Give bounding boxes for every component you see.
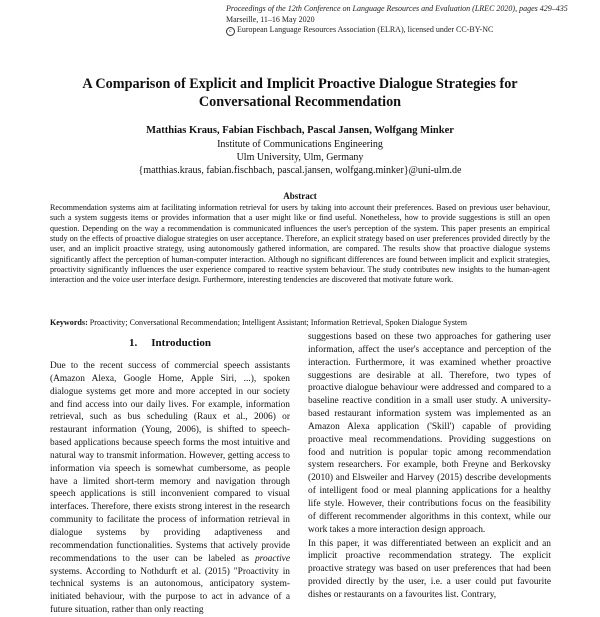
keywords-text: Proactivity; Conversational Recommendation; Intelligent Assistant; Information Retrieval, Spoken Dialogue System — [89, 318, 467, 327]
author-block — [40, 124, 560, 177]
author-university: Ulm University, Ulm, Germany — [236, 152, 364, 163]
abstract-heading: Abstract — [283, 191, 317, 201]
intro-paragraph-right-1: suggestions based on these two approaches for gathering user information, affect the user's acceptance and perception of the interaction. Furthermore, it was examined whether proactive suggestions are desirable at all. Therefore, two types of proactive dialogue behaviour were addressed and compared to a baseline reactive condition in a small user study. A university-based restaurant information system was implemented as an Amazon Alexa application ('Skill') capable of providing proactive meal recommendations. Providing suggestions on food and nutrition is popular topic among recommendation system researchers. For example, both Freyne and Berkovsky (2010) and Elsweiler and Harvey (2015) describe developments of intelligent food or meal planning applications for a healthy life style. However, their contributions focus on the feasibility of different recommender algorithms in this context, while our work takes a more interaction design approach. — [308, 332, 551, 535]
proceedings-citation: Proceedings of the 12th Conference on Language Resources and Evaluation (LREC 2020), pages 429–435 — [226, 4, 568, 13]
paper-title: A Comparison of Explicit and Implicit Proactive Dialogue Strategies for Conversational Recommendation — [82, 76, 518, 110]
section-title: Introduction — [151, 337, 211, 349]
copyright-icon: c — [226, 27, 235, 36]
conference-location-date: Marseille, 11–16 May 2020 — [226, 14, 315, 24]
license-line: c European Language Resources Association (ELRA), licensed under CC-BY-NC — [226, 25, 586, 36]
author-emails: {matthias.kraus, fabian.fischbach, pascal.jansen, wolfgang.minker}@uni-ulm.de — [138, 165, 462, 176]
author-names: Matthias Kraus, Fabian Fischbach, Pascal Jansen, Wolfgang Minker — [146, 125, 454, 136]
right-column — [308, 331, 551, 602]
keywords-line — [50, 318, 550, 328]
proceedings-header — [226, 4, 586, 36]
intro-paragraph-left: Due to the recent success of commercial speech assistants (Amazon Alexa, Google Home, Apple Siri, ...), spoken dialogue systems get more and more accepted in our society and find access into our daily lives. For example, information retrieval, such as bus scheduling (Raux et al., 2006) or restaurant information (Young, 2006), is shifted to speech-based applications because speech forms the most intuitive and natural way to transmit information. However, getting access to information via speech is somewhat cumbersome, as people have a limited short-term memory and navigation through speech applications is still inconvenient compared to visual interfaces. Therefore, there exists strong interest in the research community to facilitate the process of information retrieval in dialogue systems by providing adaptiveness and recommendation functionalities. Systems that actively provide recommendations to the user can be labeled as proactive systems. According to Nothdurft et al. (2015) "Proactivity in technical systems is an autonomous, anticipatory system-initiated behaviour, with the purpose to act in advance of a future situation, rather than only reacting — [50, 361, 291, 616]
author-institute: Institute of Communications Engineering — [217, 139, 383, 150]
keywords-label: Keywords: — [50, 318, 88, 327]
abstract-text: Recommendation systems aim at facilitating information retrieval for users by taking into account their preferences. Based on previous user behaviour, such a system suggests items or provides information that a user might like or find useful. Nonetheless, how to provide suggestions is still an open question. Depending on the way a recommendation is communicated influences the user's perception of the system. This paper presents an empirical study on the effects of proactive dialogue strategies on user acceptance. Therefore, an explicit strategy based on user preferences provided directly by the user, and an implicit proactive strategy, using autonomously gathered information, are compared. The results show that proactive dialogue systems significantly affect the perception of human-computer interaction. Although no significant differences are found between implicit and explicit strategies, proactivity significantly influences the user experience compared to reactive system behaviour. The study contributes new insights to the human-agent interaction and the voice user interface design. Furthermore, interesting tendencies are discovered that motivate future work. — [50, 203, 550, 285]
intro-paragraph-right-2: In this paper, it was differentiated between an explicit and an implicit proactive recommendation strategy. The explicit proactive strategy was based on user preferences that had been provided directly by the user, i.e. a user could put favourite dishes or restaurants on a favourites list. Contrary, — [308, 538, 551, 600]
italic-term: proactive — [254, 553, 291, 564]
section-number: 1. — [129, 337, 138, 349]
section-heading-introduction — [50, 336, 290, 350]
left-column — [50, 336, 290, 617]
